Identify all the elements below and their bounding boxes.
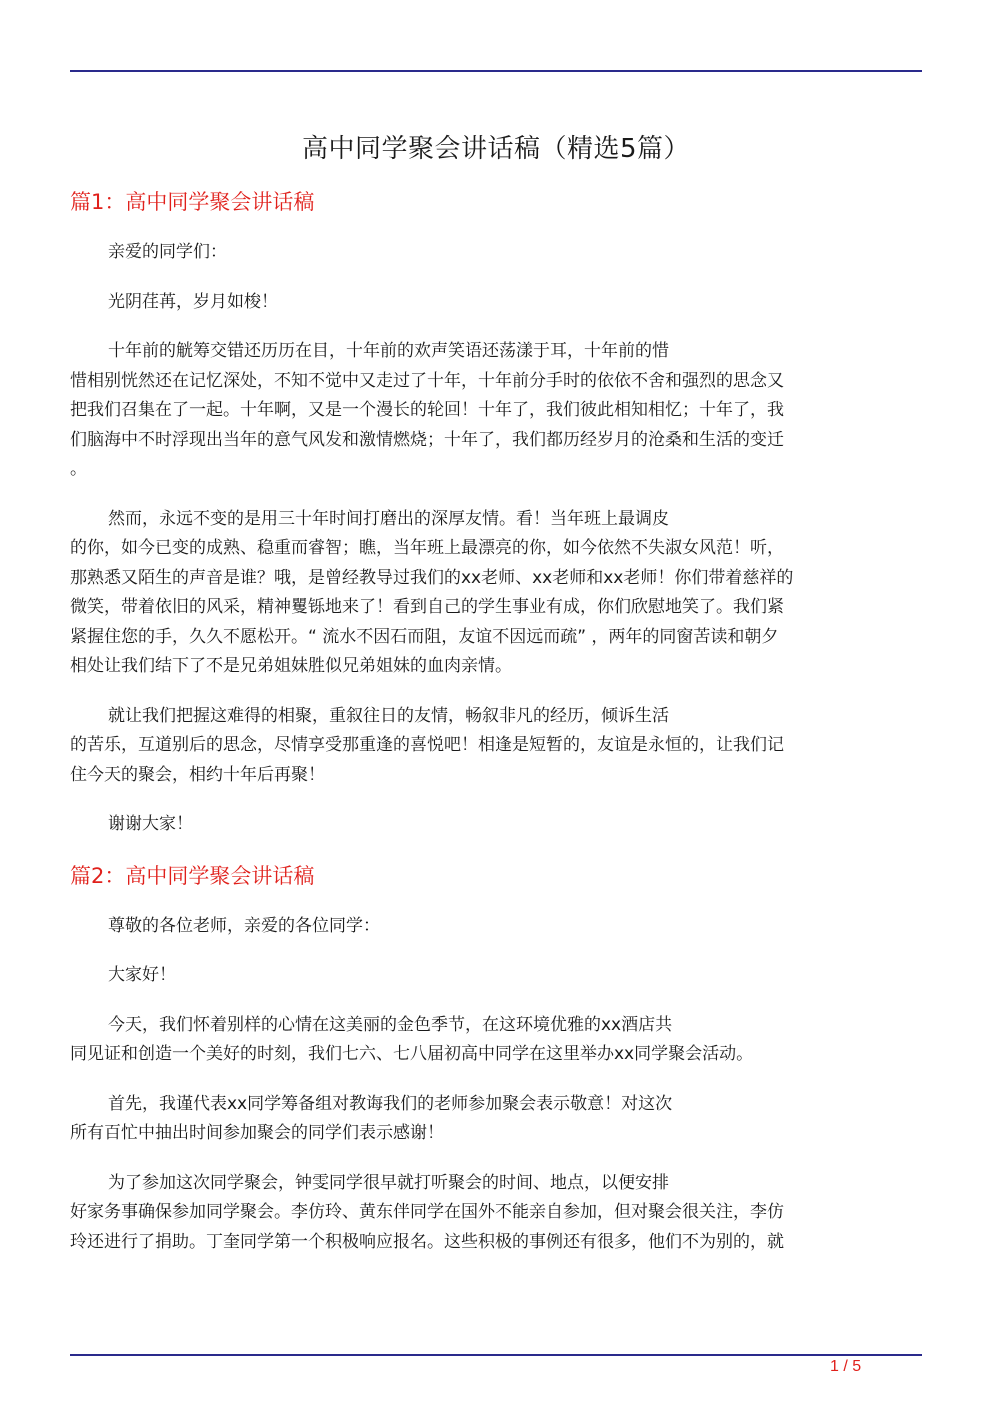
paragraph-line: 亲爱的同学们： — [108, 242, 227, 262]
paragraph-line: 同见证和创造一个美好的时刻，我们七六、七八届初高中同学在这里举办xx同学聚会活动。 — [70, 1044, 754, 1064]
paragraph-line: 谢谢大家！ — [108, 814, 193, 834]
paragraph — [70, 288, 912, 318]
paragraph — [70, 1090, 912, 1149]
paragraph — [70, 1169, 912, 1258]
paragraph-line: 尊敬的各位老师，亲爱的各位同学： — [108, 915, 380, 936]
paragraph-line: 惜相别恍然还在记忆深处，不知不觉中又走过了十年，十年前分手时的依依不舍和强烈的思念又 — [70, 370, 784, 391]
footer-rule — [70, 1354, 922, 1356]
document-body — [70, 186, 912, 1277]
paragraph-line: 相处让我们结下了不是兄弟姐妹胜似兄弟姐妹的血肉亲情。 — [70, 656, 512, 676]
paragraph-line: 住今天的聚会，相约十年后再聚！ — [70, 764, 325, 785]
paragraph — [70, 810, 912, 840]
paragraph — [70, 702, 912, 791]
paragraph-line: 大家好！ — [108, 965, 176, 985]
paragraph — [70, 505, 912, 682]
paragraph-line: 把我们召集在了一起。十年啊，又是一个漫长的轮回！十年了，我们彼此相知相忆；十年了，我 — [70, 400, 784, 420]
paragraph — [70, 961, 912, 991]
paragraph-line: 。 — [70, 459, 87, 479]
document-title: 高中同学聚会讲话稿（精选5篇） — [301, 134, 691, 164]
paragraph-line: 今天，我们怀着别样的心情在这美丽的金色季节，在这环境优雅的xx酒店共 — [108, 1014, 673, 1035]
paragraph-line: 那熟悉又陌生的声音是谁？哦，是曾经教导过我们的xx老师、xx老师和xx老师！你们带着慈祥的 — [70, 567, 794, 588]
paragraph-line: 紧握住您的手，久久不愿松开。“ 流水不因石而阻，友谊不因远而疏” ，两年的同窗苦读和朝夕 — [70, 626, 779, 647]
paragraph-line: 好家务事确保参加同学聚会。李仿玲、黄东伴同学在国外不能亲自参加，但对聚会很关注，李仿 — [70, 1202, 784, 1222]
paragraph-line: 就让我们把握这难得的相聚，重叙往日的友情，畅叙非凡的经历，倾诉生活 — [108, 705, 669, 726]
section-heading: 篇2：高中同学聚会讲话稿 — [70, 863, 315, 888]
section-heading: 篇1：高中同学聚会讲话稿 — [70, 190, 315, 214]
paragraph-line: 们脑海中不时浮现出当年的意气风发和激情燃烧；十年了，我们都历经岁月的沧桑和生活的变迁 — [70, 429, 784, 450]
paragraph-line: 微笑，带着依旧的风采，精神矍铄地来了！看到自己的学生事业有成，你们欣慰地笑了。我们紧 — [70, 597, 784, 617]
paragraph-line: 所有百忙中抽出时间参加聚会的同学们表示感谢！ — [70, 1123, 444, 1143]
paragraph-line: 光阴荏苒，岁月如梭！ — [108, 291, 278, 312]
paragraph-line: 首先，我谨代表xx同学筹备组对教诲我们的老师参加聚会表示敬意！对这次 — [108, 1093, 673, 1114]
paragraph-line: 的苦乐，互道别后的思念，尽情享受那重逢的喜悦吧！相逢是短暂的，友谊是永恒的，让我们记 — [70, 735, 784, 755]
paragraph-line: 然而，永远不变的是用三十年时间打磨出的深厚友情。看！当年班上最调皮 — [108, 508, 669, 529]
paragraph-line: 的你，如今已变的成熟、稳重而睿智；瞧，当年班上最漂亮的你，如今依然不失淑女风范！听， — [70, 538, 784, 558]
page-number: 1 / 5 — [830, 1358, 862, 1375]
paragraph — [70, 238, 912, 268]
header-rule — [70, 70, 922, 72]
paragraph — [70, 1011, 912, 1070]
paragraph — [70, 337, 912, 485]
paragraph — [70, 912, 912, 942]
paragraph-line: 为了参加这次同学聚会，钟雯同学很早就打听聚会的时间、地点，以便安排 — [108, 1172, 669, 1193]
paragraph-line: 玲还进行了捐助。丁奎同学第一个积极响应报名。这些积极的事例还有很多，他们不为别的，就 — [70, 1231, 784, 1252]
paragraph-line: 十年前的觥筹交错还历历在目，十年前的欢声笑语还荡漾于耳，十年前的惜 — [108, 341, 669, 361]
